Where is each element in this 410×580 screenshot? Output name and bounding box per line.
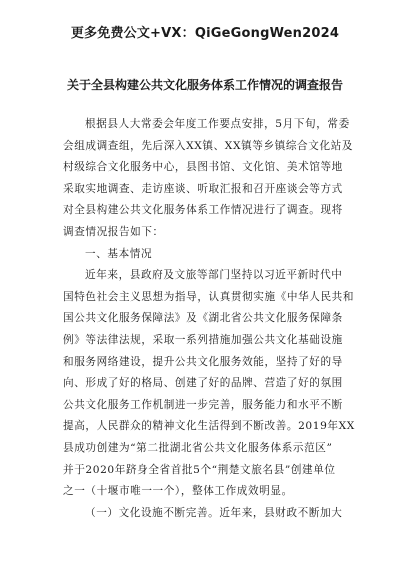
document-title: 关于全县构建公共文化服务体系工作情况的调查报告	[66, 78, 343, 92]
body-text-line: （一）文化设施不断完善。近年来，县财政不断加大	[85, 506, 343, 519]
body-text-line: 国特色社会主义思想为指导，认真贯彻实施《中华人民共和	[63, 290, 355, 303]
body-text-line: 并于2020年跻身全省首批5个“荆楚文旅名县”创建单位	[63, 463, 336, 476]
body-text-line: 一、基本情况	[85, 247, 153, 260]
document-body	[63, 114, 355, 524]
body-text-line: 向、形成了好的格局、创建了好的品牌、营造了好的氛围	[63, 377, 343, 390]
body-text-line: 县成功创建为“第二批湖北省公共文化服务体系示范区”	[63, 441, 333, 454]
body-text-line: 近年来，县政府及文旅等部门坚持以习近平新时代中	[85, 269, 343, 282]
body-text-line: 对全县构建公共文化服务体系工作情况进行了调查。现将	[63, 204, 343, 217]
body-text-line: 采取实地调查、走访座谈、听取汇报和召开座谈会等方式	[63, 182, 343, 195]
body-text-line: 调查情况报告如下：	[63, 225, 164, 238]
body-text-line: 村级综合文化服务中心，县图书馆、文化馆、美术馆等地	[63, 161, 343, 174]
body-text-line: 公共文化服务工作机制进一步完善，服务能力和水平不断	[63, 398, 343, 411]
body-text-line: 国公共文化服务保障法》及《湖北省公共文化服务保障条	[63, 312, 343, 325]
body-text-line: 根据县人大常委会年度工作要点安排，5月下旬，常委	[85, 118, 350, 130]
body-text-line: 提高，人民群众的精神文化生活得到不断改善。2019年XX	[63, 420, 355, 433]
body-text-line: 会组成调查组，先后深入XX镇、XX镇等乡镇综合文化站及	[63, 139, 354, 152]
body-text-line: 之一（十堰市唯一一个），整体工作成效明显。	[63, 485, 293, 498]
body-text-line: 例》等法律法规，采取一系列措施加强公共文化基础设施	[63, 333, 343, 346]
promo-header: 更多免费公文+VX：QiGeGongWen2024	[70, 26, 340, 41]
body-text-line: 和服务网络建设，提升公共文化服务效能，坚持了好的导	[63, 355, 343, 368]
